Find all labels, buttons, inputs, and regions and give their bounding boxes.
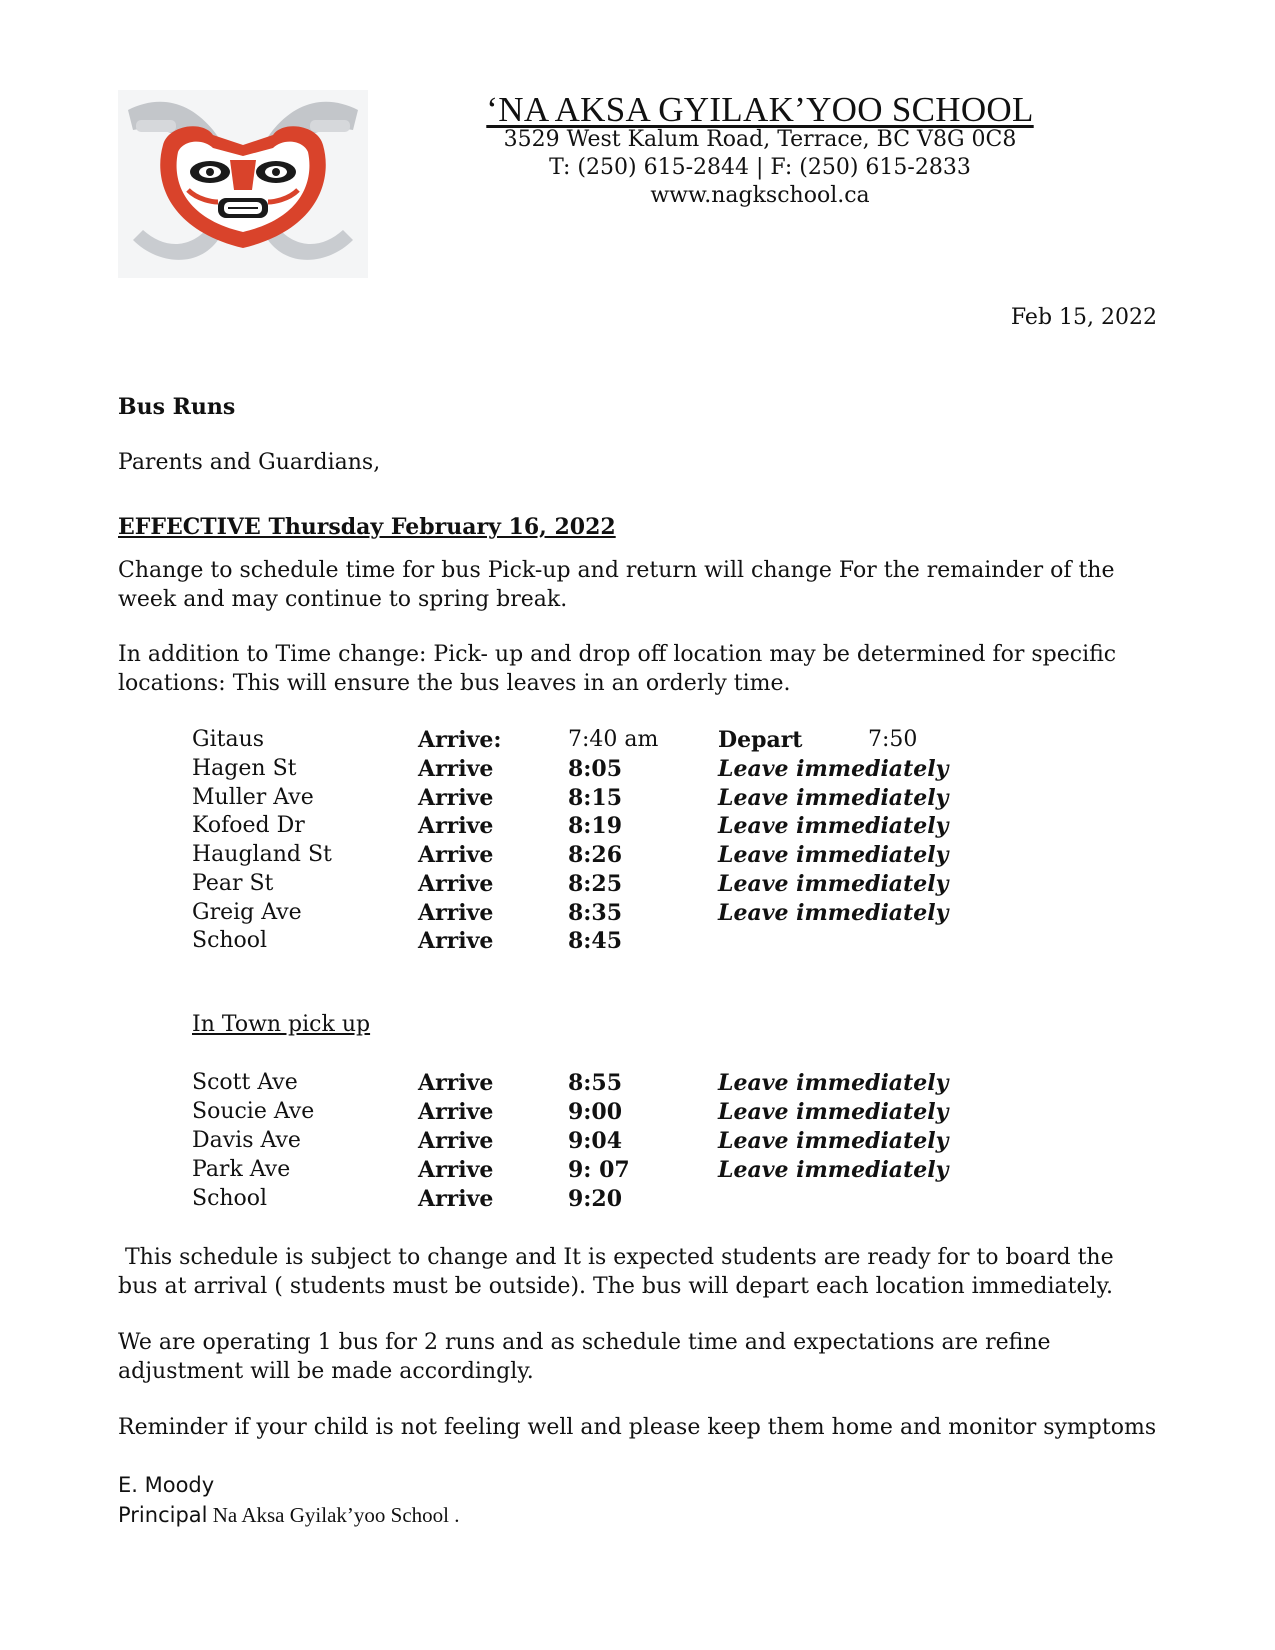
leave-note: Leave immediately xyxy=(718,1157,949,1183)
schedule-row xyxy=(0,928,1275,957)
arrive-label: Arrive xyxy=(418,1157,494,1183)
arrive-time: 9: 07 xyxy=(568,1157,630,1183)
arrive-label: Arrive xyxy=(418,813,494,839)
signature-title-rest: Na Aksa Gyilak’yoo School . xyxy=(207,1503,460,1527)
arrive-label: Arrive xyxy=(418,1099,494,1125)
leave-note: Leave immediately xyxy=(718,756,949,782)
leave-note: Leave immediately xyxy=(718,1099,949,1125)
stop-name: Muller Ave xyxy=(192,785,314,810)
arrive-time: 7:40 am xyxy=(568,727,659,752)
stop-name: Pear St xyxy=(192,871,274,896)
leave-note: Leave immediately xyxy=(718,785,949,811)
stop-name: Davis Ave xyxy=(192,1128,301,1153)
signature-name: E. Moody xyxy=(118,1473,215,1497)
signature-title-prefix: Principal xyxy=(118,1503,208,1527)
leave-note: Leave immediately xyxy=(718,813,949,839)
stop-name: Gitaus xyxy=(192,727,265,752)
stop-name: Haugland St xyxy=(192,842,332,867)
stop-name: School xyxy=(192,928,268,953)
schedule-row xyxy=(0,1128,1275,1157)
depart-time: 7:50 xyxy=(868,727,918,752)
arrive-label: Arrive xyxy=(418,1070,494,1096)
arrive-time: 8:19 xyxy=(568,813,623,839)
arrive-time: 8:26 xyxy=(568,842,623,868)
letter-date: Feb 15, 2022 xyxy=(1010,305,1157,330)
in-town-heading: In Town pick up xyxy=(192,1012,371,1037)
schedule-row xyxy=(0,871,1275,900)
arrive-label: Arrive xyxy=(418,928,494,954)
arrive-time: 8:15 xyxy=(568,785,623,811)
signature-title xyxy=(118,1501,1158,1530)
school-phone-fax: T: (250) 615-2844 | F: (250) 615-2833 xyxy=(549,155,971,180)
stop-name: School xyxy=(192,1186,268,1211)
arrive-time: 8:05 xyxy=(568,756,623,782)
arrive-label: Arrive: xyxy=(418,727,502,753)
paragraph-addition: In addition to Time change: Pick- up and drop off location may be determined for specific locations: This will ensure the bus leaves in an orderly time. xyxy=(118,642,1117,696)
effective-date: EFFECTIVE Thursday February 16, 2022 xyxy=(118,514,616,540)
schedule-row xyxy=(0,813,1275,842)
depart-label: Depart xyxy=(718,727,803,753)
stop-name: Kofoed Dr xyxy=(192,813,305,838)
arrive-label: Arrive xyxy=(418,1186,494,1212)
salutation: Parents and Guardians, xyxy=(118,450,381,475)
stop-name: Hagen St xyxy=(192,756,297,781)
formline-bear-crest-icon xyxy=(118,90,368,278)
schedule-row xyxy=(0,756,1275,785)
arrive-time: 8:55 xyxy=(568,1070,623,1096)
arrive-label: Arrive xyxy=(418,756,494,782)
leave-note: Leave immediately xyxy=(718,871,949,897)
schedule-row xyxy=(0,785,1275,814)
paragraph-subject-to-change: This schedule is subject to change and It is expected students are ready for to board the bus at arrival ( students must be outside). The bus will depart each location immediately. xyxy=(118,1245,1121,1299)
leave-note: Leave immediately xyxy=(718,1070,949,1096)
letter-subject: Bus Runs xyxy=(118,394,236,420)
school-website: www.nagkschool.ca xyxy=(650,183,870,208)
leave-note: Leave immediately xyxy=(718,1128,949,1154)
arrive-time: 9:00 xyxy=(568,1099,623,1125)
arrive-time: 8:25 xyxy=(568,871,623,897)
paragraph-operating: We are operating 1 bus for 2 runs and as schedule time and expectations are refine adjustment will be made accordingly. xyxy=(118,1330,1051,1384)
schedule-row xyxy=(0,1099,1275,1128)
paragraph-reminder: Reminder if your child is not feeling well and please keep them home and monitor symptoms xyxy=(118,1415,1157,1440)
arrive-label: Arrive xyxy=(418,871,494,897)
arrive-time: 8:35 xyxy=(568,900,623,926)
schedule-row xyxy=(0,1070,1275,1099)
leave-note: Leave immediately xyxy=(718,842,949,868)
arrive-label: Arrive xyxy=(418,785,494,811)
arrive-time: 8:45 xyxy=(568,928,623,954)
stop-name: Greig Ave xyxy=(192,900,302,925)
schedule-row xyxy=(0,842,1275,871)
stop-name: Soucie Ave xyxy=(192,1099,315,1124)
arrive-label: Arrive xyxy=(418,1128,494,1154)
schedule-row xyxy=(0,1157,1275,1186)
schedule-row xyxy=(0,900,1275,929)
stop-name: Park Ave xyxy=(192,1157,291,1182)
school-logo xyxy=(118,90,368,278)
arrive-label: Arrive xyxy=(418,900,494,926)
arrive-label: Arrive xyxy=(418,842,494,868)
schedule-row xyxy=(0,727,1275,756)
stop-name: Scott Ave xyxy=(192,1070,298,1095)
arrive-time: 9:20 xyxy=(568,1186,623,1212)
arrive-time: 9:04 xyxy=(568,1128,623,1154)
schedule-row xyxy=(0,1186,1275,1215)
leave-note: Leave immediately xyxy=(718,900,949,926)
school-address: 3529 West Kalum Road, Terrace, BC V8G 0C8 xyxy=(503,127,1017,152)
school-name: ‘NA AKSA GYILAK’YOO SCHOOL xyxy=(486,90,1034,129)
paragraph-change: Change to schedule time for bus Pick-up and return will change For the remainder of the week and may continue to spring break. xyxy=(118,558,1115,612)
